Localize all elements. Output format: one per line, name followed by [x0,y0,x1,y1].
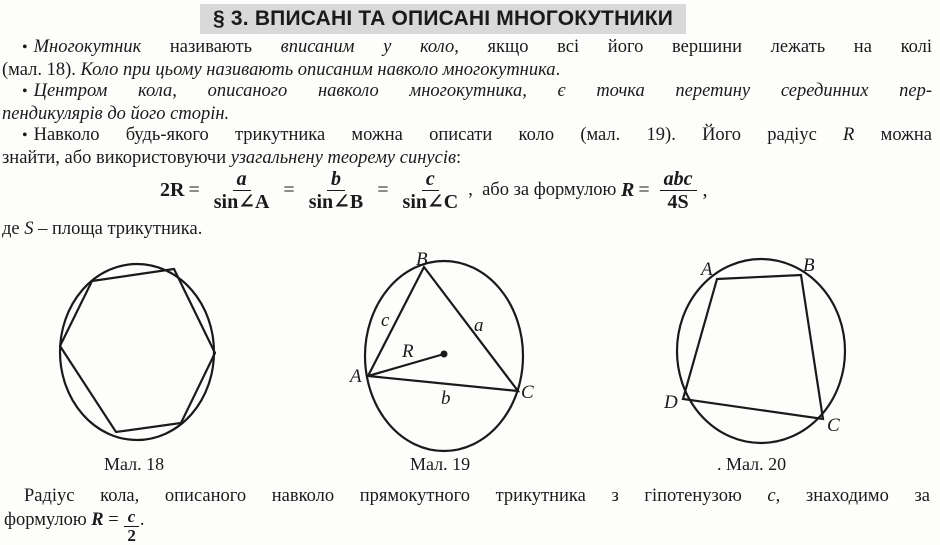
paragraph-right-triangle-line1 [4,484,930,508]
text: . [139,510,145,530]
equals-sign: = [377,178,389,201]
fraction-b [305,168,368,213]
var-S: S [24,219,34,239]
denominator: 2 [127,526,136,545]
text: можна [854,125,932,145]
paragraph-triangle [2,124,932,169]
text: Радіус кола, описаного навколо прямокутного трикутника з гіпотенузою [24,486,768,506]
text: . [555,60,561,80]
text: де [2,219,25,239]
paragraph-center-line1 [2,80,932,103]
text: називають [141,37,281,57]
paragraph-center [2,80,932,125]
label-A: A [350,366,362,387]
term-polygon: Многокутник [33,37,142,57]
text: знайти, або використовуючи [2,148,231,168]
text: : [456,148,462,168]
denominator: 4S [667,190,689,213]
var-R: R [843,125,855,145]
text: , якщо всі його вершини лежать на колі [454,37,932,57]
fraction-abc [660,168,697,213]
text: – площа трикутника. [33,219,203,239]
paragraph-right-triangle-line2 [4,507,930,545]
numerator: a [233,168,251,191]
paragraph-inscribed-line2 [2,59,932,81]
formula-sine-theorem [160,164,708,216]
numerator: abc [660,168,697,191]
section-header: § 3. ВПИСАНІ ТА ОПИСАНІ МНОГОКУТНИКИ [200,4,686,34]
text: пендикулярів до його сторін. [2,104,230,124]
paragraph-area [2,218,932,240]
hexagon [60,269,215,432]
denominator: sin∠B [308,190,364,213]
label-A: A [701,259,713,280]
denominator: sin∠C [402,190,459,213]
paragraph-triangle-line1 [2,124,932,147]
caption-fig-19: Мал. 19 [410,454,471,474]
equals-sign: = [283,178,295,201]
label-R: R [402,341,414,362]
paragraph-right-triangle [4,484,930,545]
formula-connector: , або за формулою [468,179,621,200]
figure-19-triangle [340,245,550,455]
var-c: c [767,486,776,506]
paragraph-inscribed-line1 [2,36,932,59]
formula-tail: , [702,178,708,201]
fraction-a [210,168,274,213]
var-R: R [91,510,104,530]
label-B: B [416,249,428,270]
term-circumscribed: описаним навколо многокутника [297,60,556,80]
formula-lhs: 2R [160,178,185,201]
text: , знаходимо за [775,486,930,506]
circle [60,264,214,440]
label-C: C [521,382,534,403]
equals-sign: = [188,178,200,201]
term-sine-theorem: узагальнену теорему синусів [230,148,456,168]
figure-18-inscribed-polygon [40,245,230,455]
paragraph-inscribed [2,36,932,81]
numerator: b [327,168,345,191]
label-B: B [803,255,815,276]
bullet-icon: • [22,83,28,100]
quadrilateral [683,275,823,419]
numerator: c [124,508,140,527]
label-a: a [474,315,484,336]
paragraph-center-line2 [2,103,932,125]
center-point [441,351,448,358]
term-inscribed: вписаним у коло [280,37,455,57]
figure-20-quadrilateral [655,245,865,455]
caption-fig-18: Мал. 18 [104,454,165,474]
text: Центром кола, описаного навколо многокутника, є точка перетину серединних пер- [33,81,932,101]
text: Навколо будь-якого трикутника можна описати коло (мал. 19). Його радіус [33,125,844,145]
caption-fig-20: . Мал. 20 [717,454,787,474]
equals-sign: = [638,178,650,201]
text: = [103,510,124,530]
label-C: C [827,415,840,436]
label-D: D [664,392,678,413]
label-c: c [381,310,390,331]
bullet-icon: • [22,127,28,144]
formula-rhs-lhs: R [621,178,635,201]
bullet-icon: • [22,39,28,56]
text-circle: Коло при цьому називають [80,60,298,80]
text: (мал. 18). [2,60,81,80]
fraction-c-over-2 [123,508,140,545]
label-b: b [441,388,451,409]
numerator: c [422,168,439,191]
paragraph-area-line [2,218,932,240]
denominator: sin∠A [213,190,270,213]
text: формулою [4,510,92,530]
circle [677,259,845,443]
fraction-c [399,168,463,213]
